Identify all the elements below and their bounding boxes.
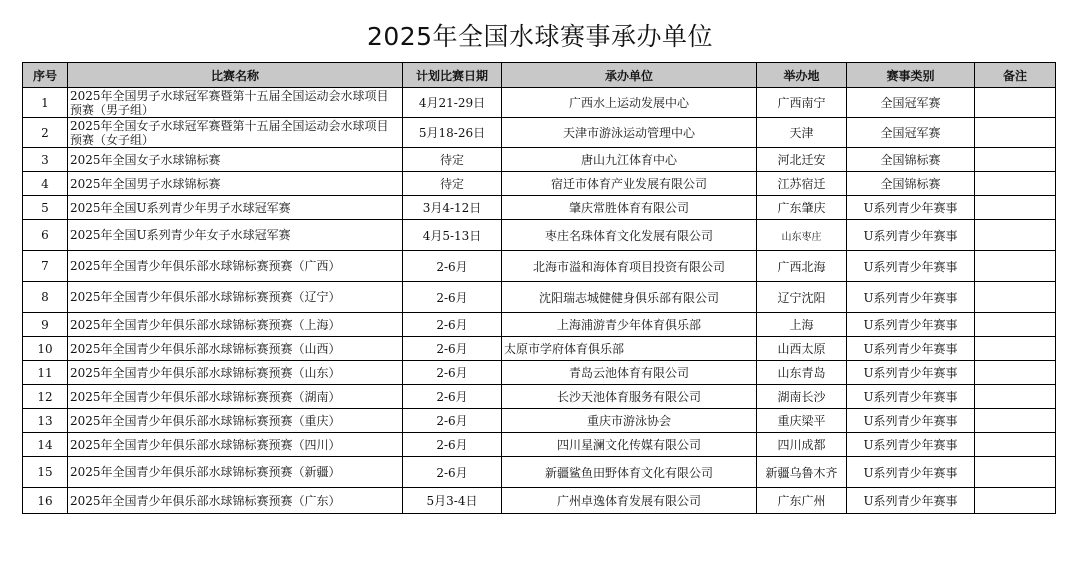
cell-date: 2-6月 — [403, 385, 502, 409]
table-row — [23, 385, 1056, 409]
table-row — [23, 337, 1056, 361]
cell-no: 16 — [23, 488, 68, 514]
cell-note — [975, 88, 1056, 118]
cell-host: 四川星澜文化传媒有限公司 — [502, 433, 757, 457]
cell-note — [975, 118, 1056, 148]
header-no: 序号 — [23, 63, 68, 88]
cell-date: 5月18-26日 — [403, 118, 502, 148]
cell-host: 新疆鲨鱼田野体育文化有限公司 — [502, 457, 757, 488]
cell-name: 2025年全国青少年俱乐部水球锦标赛预赛（湖南） — [68, 385, 403, 409]
cell-place: 广西南宁 — [757, 88, 847, 118]
header-place: 举办地 — [757, 63, 847, 88]
cell-host: 肇庆常胜体育有限公司 — [502, 196, 757, 220]
cell-note — [975, 251, 1056, 282]
cell-category: U系列青少年赛事 — [847, 385, 975, 409]
cell-date: 4月5-13日 — [403, 220, 502, 251]
cell-date: 2-6月 — [403, 361, 502, 385]
cell-place: 天津 — [757, 118, 847, 148]
table-row — [23, 313, 1056, 337]
cell-place: 河北迁安 — [757, 148, 847, 172]
cell-category: 全国冠军赛 — [847, 118, 975, 148]
cell-category: 全国锦标赛 — [847, 172, 975, 196]
cell-no: 9 — [23, 313, 68, 337]
cell-place: 湖南长沙 — [757, 385, 847, 409]
cell-no: 1 — [23, 88, 68, 118]
cell-category: U系列青少年赛事 — [847, 282, 975, 313]
cell-name: 2025年全国青少年俱乐部水球锦标赛预赛（山西） — [68, 337, 403, 361]
cell-no: 7 — [23, 251, 68, 282]
cell-no: 6 — [23, 220, 68, 251]
cell-place: 辽宁沈阳 — [757, 282, 847, 313]
table-row — [23, 457, 1056, 488]
cell-host: 重庆市游泳协会 — [502, 409, 757, 433]
cell-note — [975, 172, 1056, 196]
table-row — [23, 251, 1056, 282]
cell-host: 广州卓逸体育发展有限公司 — [502, 488, 757, 514]
cell-host: 广西水上运动发展中心 — [502, 88, 757, 118]
cell-host: 长沙天池体育服务有限公司 — [502, 385, 757, 409]
table-row — [23, 172, 1056, 196]
cell-date: 2-6月 — [403, 282, 502, 313]
header-category: 赛事类别 — [847, 63, 975, 88]
page-title: 2025年全国水球赛事承办单位 — [366, 22, 714, 51]
cell-host: 青岛云池体育有限公司 — [502, 361, 757, 385]
cell-place: 上海 — [757, 313, 847, 337]
cell-note — [975, 337, 1056, 361]
cell-name: 2025年全国青少年俱乐部水球锦标赛预赛（广东） — [68, 488, 403, 514]
cell-note — [975, 385, 1056, 409]
cell-note — [975, 148, 1056, 172]
cell-name: 2025年全国青少年俱乐部水球锦标赛预赛（广西） — [68, 251, 403, 282]
cell-note — [975, 433, 1056, 457]
cell-host: 北海市溢和海体育项目投资有限公司 — [502, 251, 757, 282]
cell-no: 8 — [23, 282, 68, 313]
table-row — [23, 88, 1056, 118]
cell-date: 3月4-12日 — [403, 196, 502, 220]
cell-place: 四川成都 — [757, 433, 847, 457]
cell-note — [975, 282, 1056, 313]
cell-place: 山西太原 — [757, 337, 847, 361]
cell-date: 待定 — [403, 172, 502, 196]
cell-host: 唐山九江体育中心 — [502, 148, 757, 172]
cell-category: U系列青少年赛事 — [847, 361, 975, 385]
cell-category: 全国锦标赛 — [847, 148, 975, 172]
cell-name: 2025年全国U系列青少年女子水球冠军赛 — [68, 220, 403, 251]
cell-host: 天津市游泳运动管理中心 — [502, 118, 757, 148]
cell-date: 2-6月 — [403, 409, 502, 433]
cell-no: 3 — [23, 148, 68, 172]
cell-name: 2025年全国青少年俱乐部水球锦标赛预赛（重庆） — [68, 409, 403, 433]
header-name: 比赛名称 — [68, 63, 403, 88]
cell-host: 上海浦游青少年体育俱乐部 — [502, 313, 757, 337]
cell-place: 广东广州 — [757, 488, 847, 514]
cell-date: 2-6月 — [403, 313, 502, 337]
cell-no: 5 — [23, 196, 68, 220]
cell-category: U系列青少年赛事 — [847, 488, 975, 514]
cell-name: 2025年全国男子水球冠军赛暨第十五届全国运动会水球项目预赛（男子组） — [68, 88, 403, 118]
cell-name: 2025年全国女子水球锦标赛 — [68, 148, 403, 172]
cell-host: 太原市学府体育俱乐部 — [502, 337, 757, 361]
cell-date: 2-6月 — [403, 251, 502, 282]
cell-place: 江苏宿迁 — [757, 172, 847, 196]
table-row — [23, 220, 1056, 251]
cell-date: 待定 — [403, 148, 502, 172]
table-row — [23, 361, 1056, 385]
table-row — [23, 409, 1056, 433]
header-host: 承办单位 — [502, 63, 757, 88]
table-row — [23, 196, 1056, 220]
events-table — [22, 62, 1056, 514]
cell-note — [975, 457, 1056, 488]
cell-place: 新疆乌鲁木齐 — [757, 457, 847, 488]
header-note: 备注 — [975, 63, 1056, 88]
cell-note — [975, 488, 1056, 514]
cell-date: 2-6月 — [403, 457, 502, 488]
cell-category: U系列青少年赛事 — [847, 313, 975, 337]
cell-note — [975, 220, 1056, 251]
table-row — [23, 282, 1056, 313]
cell-no: 10 — [23, 337, 68, 361]
cell-note — [975, 409, 1056, 433]
cell-note — [975, 361, 1056, 385]
cell-note — [975, 196, 1056, 220]
cell-place: 广东肇庆 — [757, 196, 847, 220]
table-row — [23, 488, 1056, 514]
cell-category: U系列青少年赛事 — [847, 337, 975, 361]
cell-no: 11 — [23, 361, 68, 385]
cell-name: 2025年全国青少年俱乐部水球锦标赛预赛（新疆） — [68, 457, 403, 488]
cell-place: 重庆梁平 — [757, 409, 847, 433]
cell-category: U系列青少年赛事 — [847, 220, 975, 251]
cell-category: U系列青少年赛事 — [847, 196, 975, 220]
table-row — [23, 118, 1056, 148]
cell-place: 山东枣庄 — [757, 220, 847, 251]
cell-host: 宿迁市体育产业发展有限公司 — [502, 172, 757, 196]
cell-name: 2025年全国女子水球冠军赛暨第十五届全国运动会水球项目预赛（女子组） — [68, 118, 403, 148]
cell-date: 4月21-29日 — [403, 88, 502, 118]
cell-category: U系列青少年赛事 — [847, 251, 975, 282]
cell-name: 2025年全国青少年俱乐部水球锦标赛预赛（四川） — [68, 433, 403, 457]
cell-no: 4 — [23, 172, 68, 196]
cell-host: 枣庄名珠体育文化发展有限公司 — [502, 220, 757, 251]
cell-category: U系列青少年赛事 — [847, 409, 975, 433]
table-row — [23, 148, 1056, 172]
cell-name: 2025年全国青少年俱乐部水球锦标赛预赛（辽宁） — [68, 282, 403, 313]
cell-no: 14 — [23, 433, 68, 457]
table-header-row — [23, 63, 1056, 88]
cell-note — [975, 313, 1056, 337]
cell-name: 2025年全国男子水球锦标赛 — [68, 172, 403, 196]
cell-category: 全国冠军赛 — [847, 88, 975, 118]
header-date: 计划比赛日期 — [403, 63, 502, 88]
cell-category: U系列青少年赛事 — [847, 457, 975, 488]
cell-date: 2-6月 — [403, 337, 502, 361]
cell-no: 13 — [23, 409, 68, 433]
cell-no: 12 — [23, 385, 68, 409]
cell-no: 15 — [23, 457, 68, 488]
cell-name: 2025年全国U系列青少年男子水球冠军赛 — [68, 196, 403, 220]
cell-host: 沈阳瑞志城健健身俱乐部有限公司 — [502, 282, 757, 313]
table-row — [23, 433, 1056, 457]
cell-category: U系列青少年赛事 — [847, 433, 975, 457]
cell-date: 2-6月 — [403, 433, 502, 457]
cell-date: 5月3-4日 — [403, 488, 502, 514]
cell-no: 2 — [23, 118, 68, 148]
cell-name: 2025年全国青少年俱乐部水球锦标赛预赛（山东） — [68, 361, 403, 385]
cell-name: 2025年全国青少年俱乐部水球锦标赛预赛（上海） — [68, 313, 403, 337]
cell-place: 广西北海 — [757, 251, 847, 282]
cell-place: 山东青岛 — [757, 361, 847, 385]
